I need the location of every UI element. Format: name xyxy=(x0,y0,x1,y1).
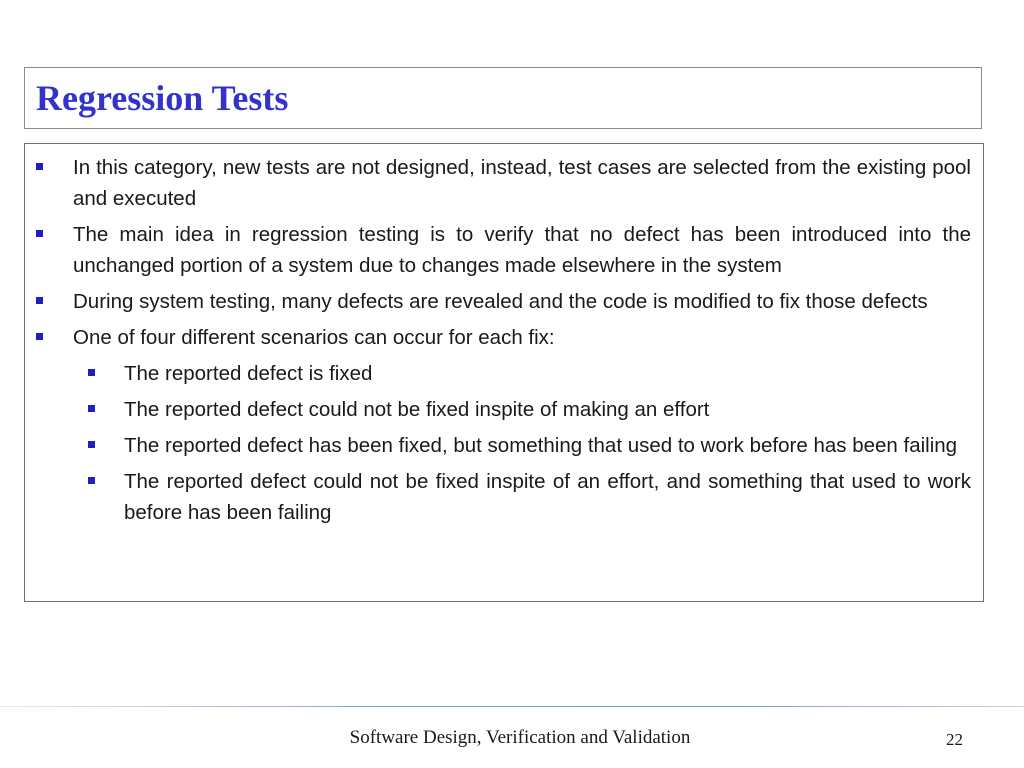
square-bullet-icon xyxy=(36,333,43,340)
sub-bullet-item xyxy=(25,466,983,528)
bullet-item xyxy=(25,322,983,353)
square-bullet-icon xyxy=(88,477,95,484)
square-bullet-icon xyxy=(36,230,43,237)
bullet-text: One of four different scenarios can occur for each fix: xyxy=(73,326,555,349)
bullet-text: The reported defect has been fixed, but something that used to work before has been failing xyxy=(124,434,958,457)
sub-bullet-item xyxy=(25,394,983,425)
square-bullet-icon xyxy=(36,297,43,304)
bullet-list xyxy=(25,152,983,533)
sub-bullet-item xyxy=(25,430,983,461)
bullet-text: In this category, new tests are not designed, instead, test cases are selected from the existing pool and executed xyxy=(73,156,971,210)
bullet-item xyxy=(25,286,983,317)
slide-title: Regression Tests xyxy=(36,78,289,118)
bullet-text: During system testing, many defects are revealed and the code is modified to fix those defects xyxy=(73,290,928,313)
title-box xyxy=(24,67,982,129)
square-bullet-icon xyxy=(88,441,95,448)
bullet-text: The reported defect is fixed xyxy=(124,362,373,385)
footer-course-title: Software Design, Verification and Validation xyxy=(349,727,691,748)
page-number: 22 xyxy=(946,730,963,749)
bullet-text: The reported defect could not be fixed inspite of making an effort xyxy=(124,398,710,421)
content-box xyxy=(24,143,984,602)
bullet-text: The reported defect could not be fixed inspite of an effort, and something that used to work before has been failing xyxy=(124,470,971,524)
sub-bullet-item xyxy=(25,358,983,389)
square-bullet-icon xyxy=(36,163,43,170)
footer-divider xyxy=(0,706,1024,707)
square-bullet-icon xyxy=(88,369,95,376)
bullet-item xyxy=(25,219,983,281)
bullet-item xyxy=(25,152,983,214)
square-bullet-icon xyxy=(88,405,95,412)
bullet-text: The main idea in regression testing is to verify that no defect has been introduced into the unchanged portion of a system due to changes made elsewhere in the system xyxy=(73,223,971,277)
